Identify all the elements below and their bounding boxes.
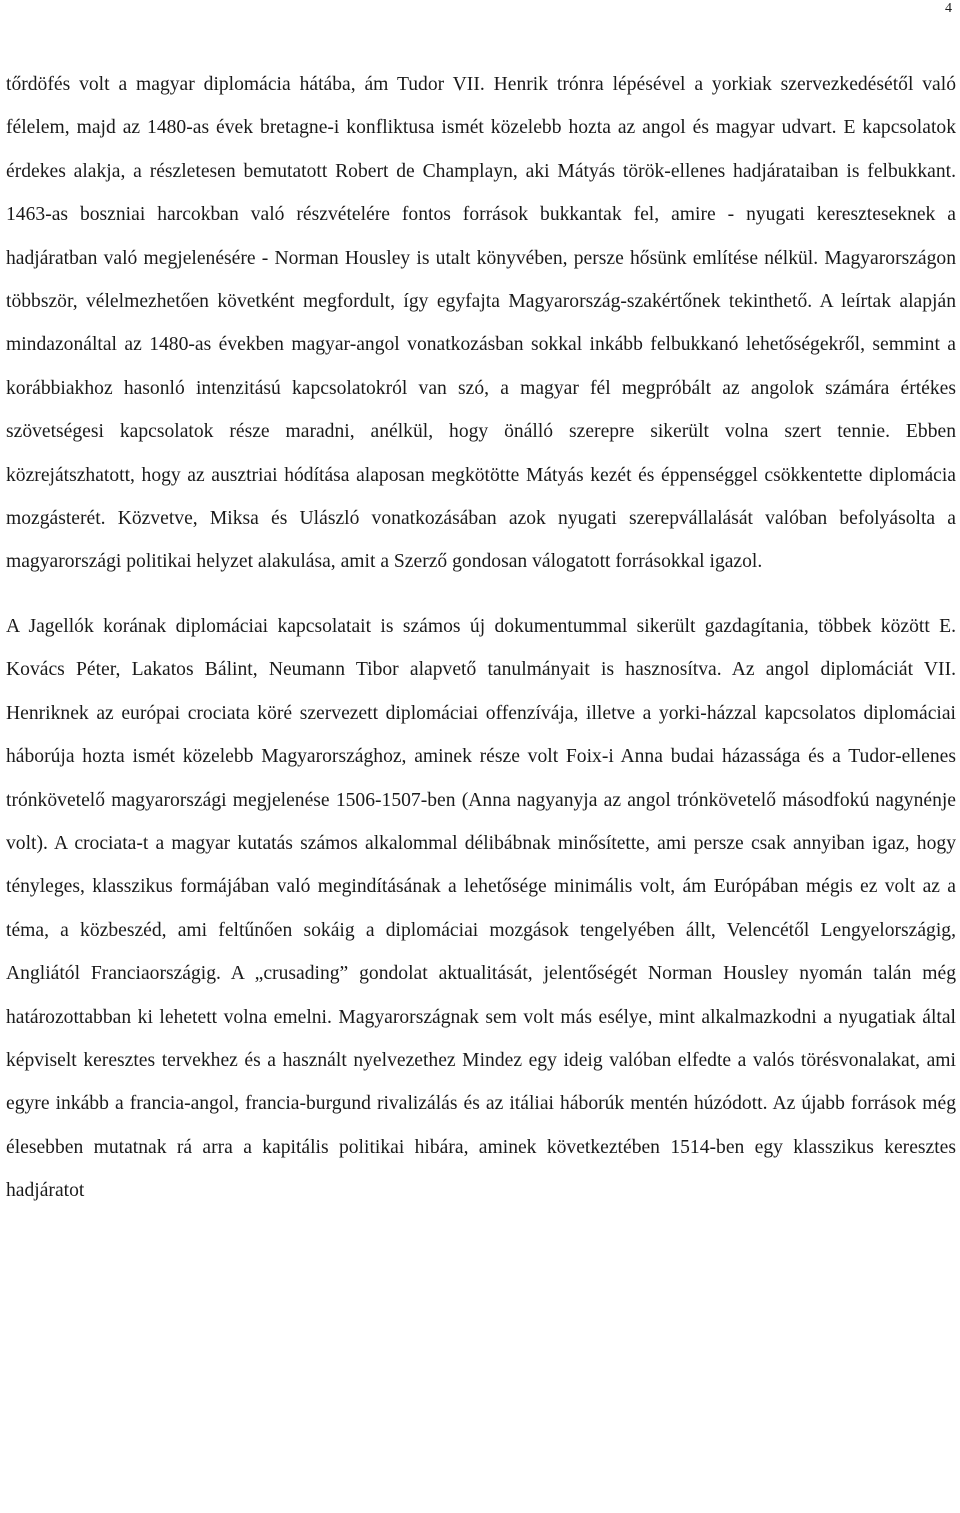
paragraph-2: A Jagellók korának diplomáciai kapcsolatait is számos új dokumentummal sikerült gazdagítania, többek között E. Kovács Péter, Lakatos Bálint, Neumann Tibor alapvető tanulmányait is hasznosítva. Az angol diplomáciát VII. Henriknek az európai crociata köré szervezett diplomáciai offenzívája, illetve a yorki-házzal kapcsolatos diplomáciai háborúja hozta ismét közelebb Magyarországhoz, aminek része volt Foix-i Anna budai házassága és a Tudor-ellenes trónkövetelő magyarországi megjelenése 1506-1507-ben (Anna nagyanyja az angol trónkövetelő másodfokú nagynénje volt). A crociata-t a magyar kutatás számos alkalommal délibábnak minősítette, ami persze csak annyiban igaz, hogy tényleges, klasszikus formájában való megindításának a lehetősége minimális volt, ám Európában mégis ez volt az a téma, a közbeszéd, ami feltűnően sokáig a diplomáciai mozgások tengelyében állt, Velencétől Lengyelországig, Angliától Franciaországig. A „crusading” gondolat aktualitását, jelentőségét Norman Housley nyomán talán még határozottabban ki lehetett volna emelni. Magyarországnak sem volt más esélye, mint alkalmazkodni a nyugatiak által képviselt keresztes tervekhez és a használt nyelvezethez Mindez egy ideig valóban elfedte a valós törésvonalakat, ami egyre inkább a francia-angol, francia-burgund rivalizálás és az itáliai háborúk mentén húzódott. Az újabb források még élesebben mutatnak rá arra a kapitális politikai hibára, aminek következtében 1514-ben egy klasszikus keresztes hadjáratot (6, 615, 956, 1202)
paragraph-1: tőrdöfés volt a magyar diplomácia hátába, ám Tudor VII. Henrik trónra lépésével a yorkiak szervezkedésétől való félelem, majd az 1480-as évek bretagne-i konfliktusa ismét közelebb hozta az angol és magyar udvart. E kapcsolatok érdekes alakja, a részletesen bemutatott Robert de Champlayn, aki Mátyás török-ellenes hadjárataiban is felbukkant. 1463-as boszniai harcokban való részvételére fontos források bukkantak fel, amire - nyugati kereszteseknek a hadjáratban való megjelenésére - Norman Housley is utalt könyvében, persze hősünk említése nélkül. Magyarországon többször, vélelmezhetően követként megfordult, így egyfajta Magyarország-szakértőnek tekinthető. A leírtak alapján mindazonáltal az 1480-as években magyar-angol vonatkozásban sokkal inkább felbukkanó lehetőségekről, semmint a korábbiakhoz hasonló intenzitású kapcsolatokról van szó, a magyar fél megpróbált az angolok számára értékes szövetségesi kapcsolatok része maradni, anélkül, hogy önálló szerepre sikerült volna szert tennie. Ebben közrejátszhatott, hogy az ausztriai hódítása alaposan megkötötte Mátyás kezét és éppenséggel csökkentette diplomácia mozgásterét. Közvetve, Miksa és Ulászló vonatkozásában azok nyugati szerepvállalását valóban befolyásolta a magyarországi politikai helyzet alakulása, amit a Szerző gondosan válogatott forrásokkal igazol. (6, 74, 956, 573)
document-body (6, 63, 956, 1213)
page-number: 4 (945, 1, 952, 16)
